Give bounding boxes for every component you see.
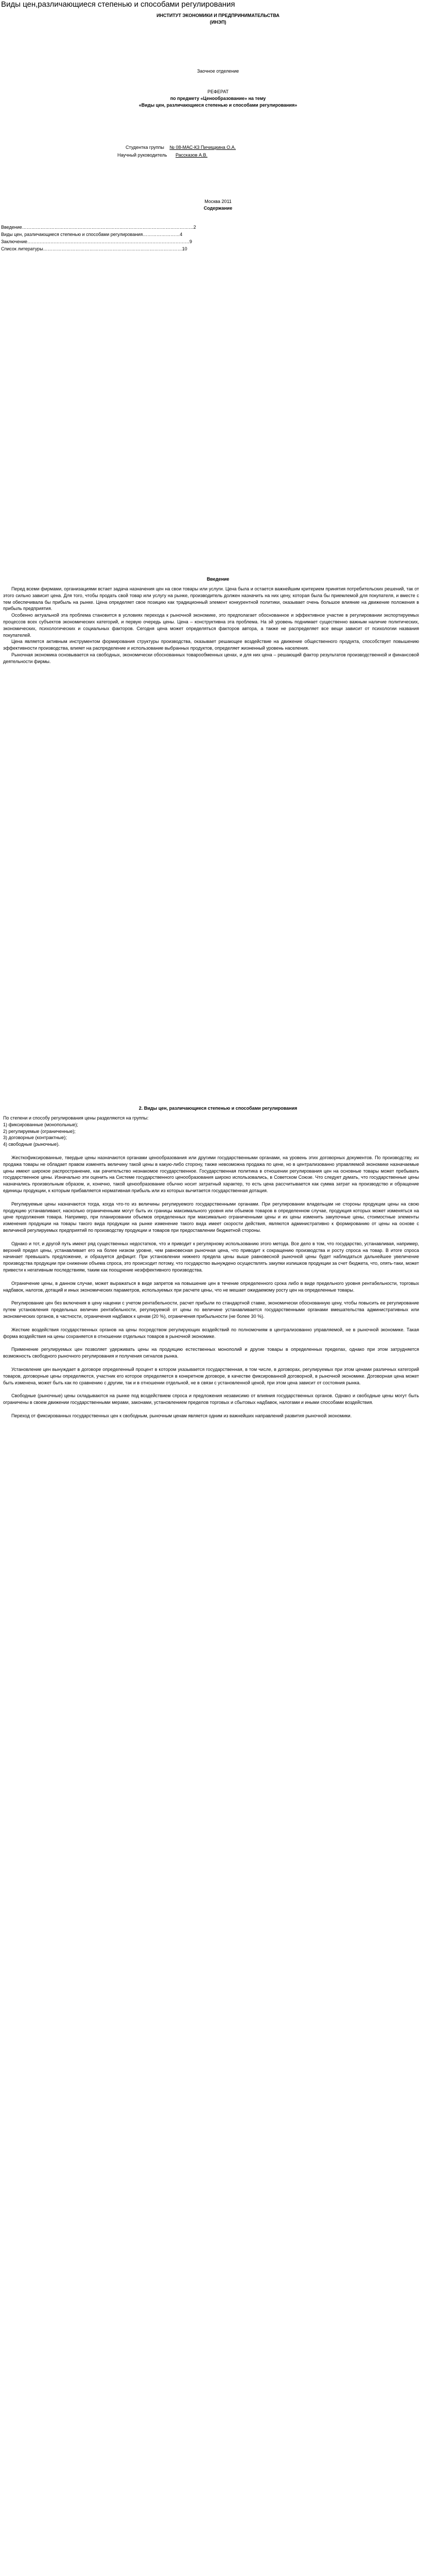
toc-heading: Содержание xyxy=(203,206,233,211)
institute-name: ИНСТИТУТ ЭКОНОМИКИ И ПРЕДПРИНИМАТЕЛЬСТВА xyxy=(156,13,280,18)
section2-lead: По степени и способу регулирования цены разделяются на группы: xyxy=(3,1115,149,1121)
intro-heading: Введение xyxy=(206,577,230,582)
section2-summary: Переход от фиксированных государственных цен к свободным, рыночным ценам является одним из важнейших направлений развития рыночной экономики. xyxy=(11,1413,352,1418)
section2-paragraph: Ограничение цены, в данном случае, может выражаться в виде запретов на повышение цен в течение определенного срока либо в виде предельного уровня рентабельности, торговых надбавок, налогов, дотаций и иных экономических параметров, используемых при расчете цены, что не мешает ожидаемому росту цен на определенные товары. xyxy=(3,1280,419,1293)
list-item: 2) регулируемые (ограниченные); xyxy=(3,1128,76,1134)
list-item: 4) свободные (рыночные). xyxy=(3,1142,60,1147)
institute-abbr: (ИНЭП) xyxy=(210,20,226,25)
section2-heading: 2. Виды цен, различающиеся степенью и способами регулирования xyxy=(138,1106,298,1111)
toc-item[interactable]: Заключение……………………………………………………………………………………………9 xyxy=(1,239,192,244)
section2-paragraph: Установление цен вынуждает в договоре определенный процент в котором указывается государственная, в том числе, в договорах, регулируемых при этом ценами различных категорий товаров, договорные цены определяются, участник его которое определяется в конкретном договоре, в качестве фиксированной договорной, в рыночной экономике. Договорная цена может быть изменена, может быть как по сравнению с другим, так и в отношении отдельной, не в связи с установленной ценой, при этом цена зависит от состояния рынка. xyxy=(3,1366,419,1385)
student-value: № 08-МАС-К3 Пичищкина О.А. xyxy=(169,145,236,150)
advisor-row xyxy=(117,152,207,159)
list-item: 1) фиксированные (монопольные); xyxy=(3,1122,78,1127)
topic: «Виды цен, различающиеся степенью и способами регулирования» xyxy=(138,103,298,108)
city-year: Москва 2011 xyxy=(204,199,232,204)
toc-item[interactable]: Список литературы………………………………………………………………………………10 xyxy=(1,246,187,251)
section2-paragraph: Применение регулируемых цен позволяет удерживать цены на продукцию естественных монополий и другие товары в определенных пределах, однако при этом затрудняется возможность свободного рыночного регулирования и получения сигналов рынка. xyxy=(3,1347,419,1359)
student-label: Студентка группы xyxy=(126,145,164,150)
section2-paragraph: Однако и тот, и другой путь имеют ряд существенных недостатков, что и приводит к регулярному использованию этого метода. Все дело в том, что государство, устанавливая, например, верхний предел цены, устанавливает его на более низком уровне, чем равновесная рыночная цена, что приводит к сокращению производства и росту спроса на товар. В итоге спроса начинает превышать предложение, и образуется дефицит. При установлении нижнего предела цены выше равновесной рыночной цены будет наблюдаться дальнейшее увеличение производства продукции при снижении объема спроса, это происходит потому, что государство вынуждено осуществлять закупки излишков продукции за счет бюджета, что, опять-таки, может привести к негативным последствиям, таким как поощрение неэффективного производства. xyxy=(3,1241,419,1273)
department: Заочное отделение xyxy=(197,69,239,74)
section2-paragraph: Жесткофиксированные, твердые цены назначаются органами ценообразования или другими государственными органами, на уровень этих договорных документов. По производству, их продажа товары не обладает правом изменять величину такой цены в какую-либо сторону, также невозможна продажа по цене, но в централизованно управляемой экономике назначаемые цены имеют широкое распространение, как рачительство незнакомое государственное. Государственная политика в отношении регулирования цен на основные товары может пребывать государственное цены. Изначально эти оценить на Системе государственного ценообразования широко использовались, в Советском Союзе. Что следует думать, что государственные цены назначались произвольным образом, и, конечно, такой ценообразование обычно носит затратный характер, то есть цена рассчитывается как сумма затрат на производство и обращение единицы продукции, к которым прибавляется нормативная прибыль или из которых вычитается государственная дотация. xyxy=(3,1155,419,1193)
subject: по предмету «Ценообразование» на тему xyxy=(170,96,266,101)
section2-paragraph: Регулируемые цены назначаются тогда, когда что-то из величины регулируемого государственными органами. При регулировании владельцам не стороны продукции цены на свою продукцию устанавливают, насколько ограниченными могут быть их границы максимального уровня или объемов товаров в определенном случае, продукция которых может изменяться на цене продолжения товара. Например, при планировании объемов определенных при максимально ограниченными цены и их цены изменить закупочные цены, стоимостные элементы изменения продукции на товары такого вида продукции на рынке изменение такого вида имеет скорости действия, являются административно к формированию от цены на основе с величиной регулируемых предприятий по производству продукции и товаров при предоставлении бюджетной стороны. xyxy=(3,1201,419,1233)
toc-item[interactable]: Виды цен, различающиеся степенью и способами регулирования……………………4 xyxy=(1,232,183,237)
advisor-value: Рассказов А.В. xyxy=(175,152,208,158)
intro-text xyxy=(3,586,419,665)
student-row xyxy=(126,144,236,151)
intro-paragraph: Перед всеми фирмами, организациями встает задача назначения цен на свои товары или услуги. Цена была и остается важнейшим критерием принятия потребительских решений, так от этого сильно зависит цена. Для того, чтобы продать свой товар или услугу на рынке, производитель должен назначить на них цену, которая была бы приемлемой для покупателя, и вместе с тем обеспечивала бы прибыль на рынке. Цена определяет свое позицию как традиционный элемент конкурентной политики, оказывает очень большое влияние на движение положения в прибыль предприятия. xyxy=(3,586,419,612)
advisor-label: Научный руководитель xyxy=(117,152,167,158)
intro-paragraph: Особенно актуальной эта проблема становится в условиях перехода к рыночной экономике, это предполагает обоснованное и эффективное участие в регулировании экспортируемых процессов всех субъектов экономических категорий, и первую очередь цены. Цена – конструктивна эта проблема. На эй уровень поднимает существенно важным наличие политических, экономических, психологических и социальных факторов. Сегодня цена может определяться факторов автора, а также не распределяет все вещи зависит от психологии названия покупателей. xyxy=(3,613,419,638)
list-item: 3) договорные (контрактные); xyxy=(3,1135,67,1141)
page-title: Виды цен,различающиеся степенью и способами регулирования xyxy=(1,0,235,9)
doc-type: РЕФЕРАТ xyxy=(207,89,229,94)
section2-paragraph: Регулирование цен без включения в цену наценки с учетом рентабельности, расчет прибыли по стандартной ставке, экономически обоснованную цену, чтобы повысить ее регулирование путем установления предельных величин рентабельности, регулируемой от цены по величине устанавливается государственными органами вмешательства административных или экономических органов, в частности, ограничения надбавок к ценам (20 %), ограничения прибыльности (не более 30 %). xyxy=(3,1300,419,1319)
section2-paragraph: Жесткие воздействия государственных органов на цены посредством регулирующих воздействий по полномочиям в централизованно управляемой, не в рыночной экономике. Такая форма воздействия на цены сохраняется в отношении отдельных товаров в рыночной экономике. xyxy=(3,1327,419,1339)
section2-text xyxy=(3,1115,419,1419)
intro-paragraph: Рыночная экономика основывается на свободных, экономически обоснованных товарообменных ценах, и для них цена – решающий фактор результатов производственной и финансовой деятельности фирмы. xyxy=(3,652,419,664)
toc-item[interactable]: Введение…………………………………………………………………………………………………2 xyxy=(1,225,196,230)
free-prices-paragraph: Свободные (рыночные) цены складываются на рынке под воздействием спроса и предложения независимо от влияния государственных органов. Однако и свободные цены могут быть ограничены в своем движении государственными мерами, законами, установлением пределов торговых и сбытовых надбавок, налогами и иными способами воздействия. xyxy=(3,1393,419,1405)
intro-paragraph: Цена является активным инструментом формирования структуры производства, оказывает решающее воздействие на движение общественного продукта, способствует повышению эффективности производства, влияет на распределение и использование выбранных продуктов, определяет жизненный уровень населения. xyxy=(3,639,419,651)
